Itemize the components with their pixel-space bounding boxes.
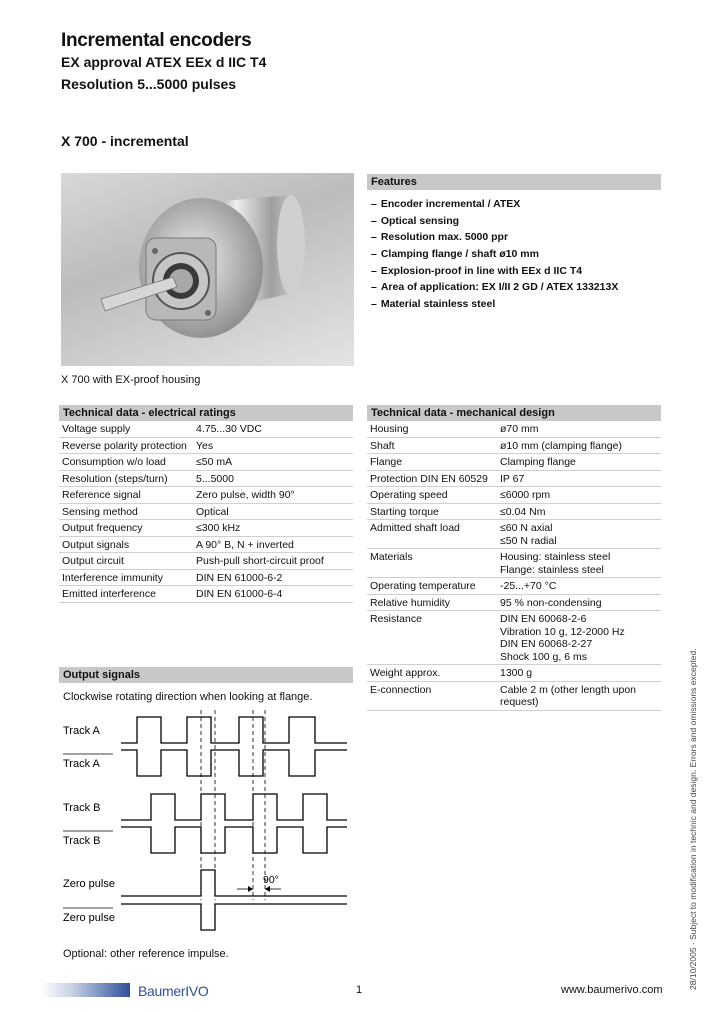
spec-label: Emitted interference (59, 586, 193, 603)
track-label: Track B (63, 802, 101, 814)
spec-value: Yes (193, 437, 353, 454)
spec-value: 4.75...30 VDC (193, 421, 353, 437)
feature-item (367, 279, 661, 296)
feature-text: Material stainless steel (380, 298, 496, 311)
feature-item (367, 296, 661, 313)
table-row (59, 553, 353, 570)
features-panel (367, 174, 661, 313)
footer-gradient-bar (40, 983, 130, 997)
spec-label: Output frequency (59, 520, 193, 537)
zero-pulse-waveform (121, 870, 347, 896)
table-row (367, 470, 661, 487)
spec-value: IP 67 (497, 470, 661, 487)
features-list (367, 196, 661, 313)
spec-value: Housing: stainless steel Flange: stainless steel (497, 549, 661, 578)
spec-value: DIN EN 61000-6-2 (193, 569, 353, 586)
zero-pulse-inverted-waveform (121, 904, 347, 930)
logo-text-ivo: IVO (185, 983, 209, 999)
spec-label: Materials (367, 549, 497, 578)
spec-label: Reference signal (59, 487, 193, 504)
feature-item (367, 196, 661, 213)
spec-label: Admitted shaft load (367, 520, 497, 549)
arrow-head-right (265, 886, 270, 892)
table-row (59, 487, 353, 504)
output-signals-heading: Output signals (59, 667, 353, 683)
table-row (59, 586, 353, 603)
table-row (367, 549, 661, 578)
phase-angle-label: 90° (263, 874, 279, 886)
track-label: Track A (63, 725, 100, 737)
table-row (59, 470, 353, 487)
table-row (367, 487, 661, 504)
electrical-table (59, 421, 353, 603)
spec-label: Operating speed (367, 487, 497, 504)
logo-text-baumer: Baumer (138, 983, 186, 999)
mechanical-heading: Technical data - mechanical design (367, 405, 661, 421)
signal-timing-diagram (59, 705, 359, 941)
baumer-ivo-logo (138, 983, 208, 999)
track-label: Track B (63, 835, 101, 847)
spec-label: Reverse polarity protection (59, 437, 193, 454)
electrical-ratings-panel (59, 405, 353, 603)
spec-label: Operating temperature (367, 578, 497, 595)
product-photo (61, 173, 354, 366)
table-row (59, 520, 353, 537)
arrow-head-left (248, 886, 253, 892)
bullet-dash: – (371, 298, 377, 311)
spec-label: Output signals (59, 536, 193, 553)
spec-value: Push-pull short-circuit proof (193, 553, 353, 570)
page-number: 1 (356, 984, 363, 996)
track-label: Zero pulse (63, 878, 115, 890)
spec-value: ≤6000 rpm (497, 487, 661, 504)
spec-value: ø10 mm (clamping flange) (497, 437, 661, 454)
table-row (367, 520, 661, 549)
table-row (59, 569, 353, 586)
feature-item (367, 263, 661, 280)
spec-label: Flange (367, 454, 497, 471)
spec-label: Relative humidity (367, 594, 497, 611)
spec-value: -25...+70 °C (497, 578, 661, 595)
table-row (59, 503, 353, 520)
track-b-inverted-waveform (121, 827, 347, 853)
table-row (367, 437, 661, 454)
track-a-waveform (121, 717, 347, 743)
feature-text: Encoder incremental / ATEX (380, 198, 521, 210)
website-link[interactable]: www.baumerivo.com (561, 984, 663, 996)
spec-value: ≤300 kHz (193, 520, 353, 537)
feature-text: Clamping flange / shaft ø10 mm (380, 248, 539, 261)
page-subtitle-resolution: Resolution 5...5000 pulses (61, 76, 237, 92)
table-row (367, 665, 661, 682)
table-row (59, 454, 353, 471)
spec-value: 95 % non-condensing (497, 594, 661, 611)
bullet-dash: – (371, 264, 377, 277)
table-row (367, 611, 661, 665)
spec-value: Cable 2 m (other length upon request) (497, 681, 661, 710)
spec-value: ø70 mm (497, 421, 661, 437)
bullet-dash: – (371, 198, 377, 210)
features-heading: Features (367, 174, 661, 190)
table-row (367, 594, 661, 611)
feature-text: Area of application: EX I/II 2 GD / ATEX 133213X (380, 281, 619, 294)
spec-label: Consumption w/o load (59, 454, 193, 471)
table-row (367, 454, 661, 471)
spec-label: Shaft (367, 437, 497, 454)
spec-label: Starting torque (367, 503, 497, 520)
mechanical-design-panel (367, 405, 661, 711)
output-signals-panel (59, 667, 353, 683)
spec-value: Zero pulse, width 90° (193, 487, 353, 504)
spec-value: Optical (193, 503, 353, 520)
spec-value: 5...5000 (193, 470, 353, 487)
feature-item (367, 229, 661, 246)
model-heading: X 700 - incremental (61, 133, 189, 149)
table-row (367, 681, 661, 710)
page-subtitle-approval: EX approval ATEX EEx d IIC T4 (61, 54, 267, 70)
spec-label: Voltage supply (59, 421, 193, 437)
optional-note: Optional: other reference impulse. (63, 948, 229, 960)
table-row (59, 536, 353, 553)
spec-value: ≤60 N axial ≤50 N radial (497, 520, 661, 549)
rotation-note: Clockwise rotating direction when looking at flange. (63, 691, 313, 703)
bullet-dash: – (371, 214, 377, 227)
spec-value: A 90° B, N + inverted (193, 536, 353, 553)
feature-text: Resolution max. 5000 ppr (380, 231, 509, 244)
table-row (59, 421, 353, 437)
spec-label: E-connection (367, 681, 497, 710)
feature-item (367, 213, 661, 230)
bullet-dash: – (371, 231, 377, 244)
spec-label: Protection DIN EN 60529 (367, 470, 497, 487)
table-row (367, 421, 661, 437)
track-b-waveform (121, 794, 347, 820)
feature-text: Optical sensing (380, 214, 460, 227)
bullet-dash: – (371, 281, 377, 294)
spec-label: Weight approx. (367, 665, 497, 682)
track-label: Track A (63, 758, 100, 770)
photo-caption: X 700 with EX-proof housing (61, 374, 201, 386)
spec-label: Housing (367, 421, 497, 437)
spec-label: Interference immunity (59, 569, 193, 586)
feature-text: Explosion-proof in line with EEx d IIC T4 (380, 264, 583, 277)
table-row (367, 578, 661, 595)
spec-label: Resistance (367, 611, 497, 665)
page-title: Incremental encoders (61, 30, 252, 51)
spec-value: DIN EN 61000-6-4 (193, 586, 353, 603)
encoder-illustration (61, 173, 354, 366)
spec-label: Sensing method (59, 503, 193, 520)
mechanical-table (367, 421, 661, 711)
table-row (367, 503, 661, 520)
spec-value: ≤50 mA (193, 454, 353, 471)
spec-value: ≤0.04 Nm (497, 503, 661, 520)
spec-label: Output circuit (59, 553, 193, 570)
table-row (59, 437, 353, 454)
feature-item (367, 246, 661, 263)
spec-value: Clamping flange (497, 454, 661, 471)
bullet-dash: – (371, 248, 377, 261)
track-a-inverted-waveform (121, 750, 347, 776)
spec-value: DIN EN 60068-2-6 Vibration 10 g, 12-2000 Hz DIN EN 60068-2-27 Shock 100 g, 6 ms (497, 611, 661, 665)
spec-label: Resolution (steps/turn) (59, 470, 193, 487)
track-label: Zero pulse (63, 912, 115, 924)
spec-value: 1300 g (497, 665, 661, 682)
electrical-heading: Technical data - electrical ratings (59, 405, 353, 421)
legal-side-note: 28/10/2005 · Subject to modification in technic and design. Errors and omissions excepted. (688, 648, 698, 990)
